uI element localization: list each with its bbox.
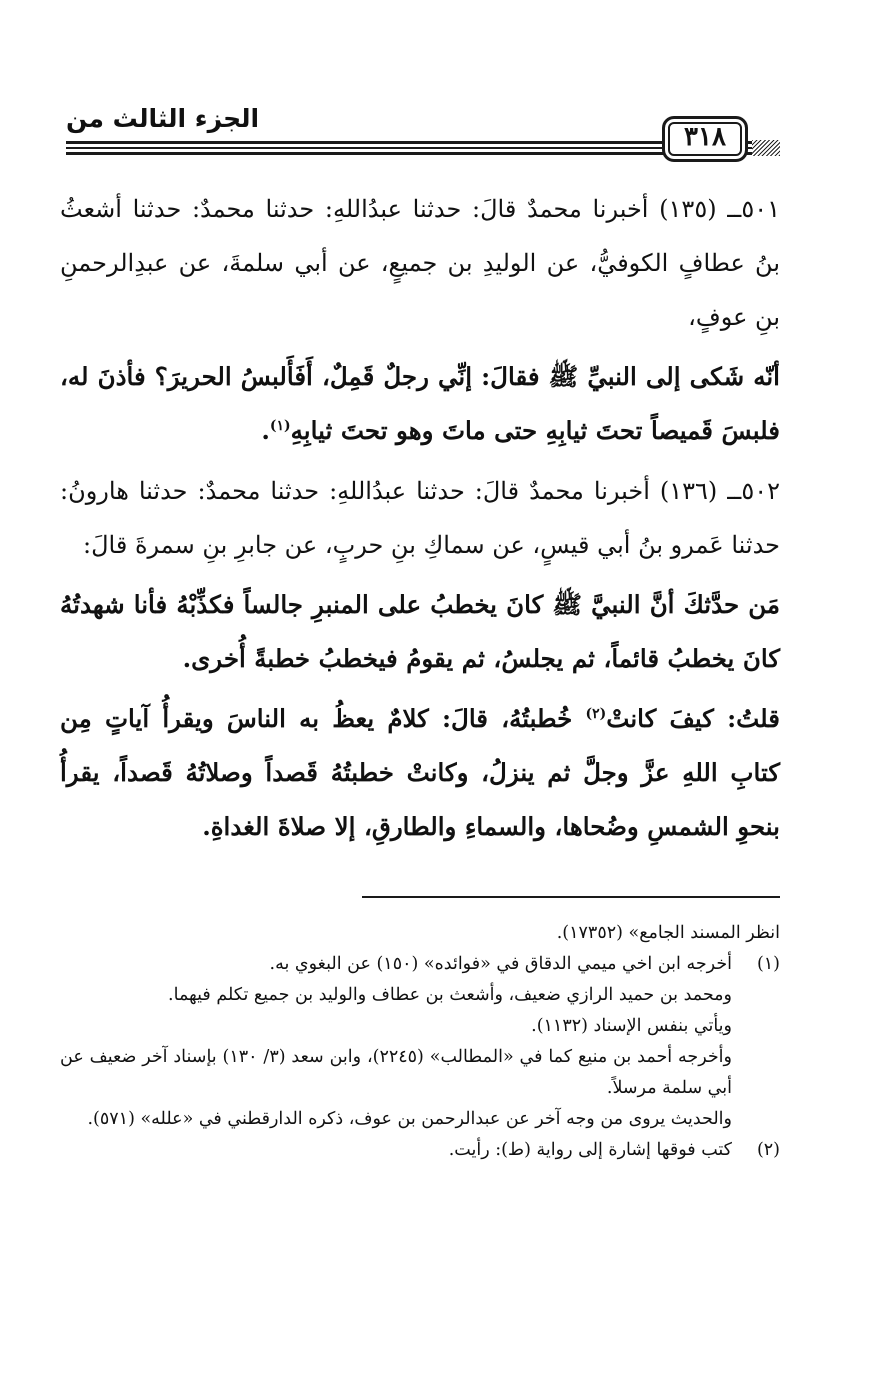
hadith-502-isnad (60, 464, 780, 572)
paragraph-text: ٥٠١ــ (١٣٥) أخبرنا محمدٌ قالَ: حدثنا عبدُاللهِ: حدثنا محمدٌ: حدثنا أشعثُ بنُ عطافٍ الكوفيُّ، عن الوليدِ بن جميعٍ، عن أبي سلمةَ، عن عبدِالرحمنِ بنِ عوفٍ، (60, 195, 780, 331)
hadith-502-continuation (60, 692, 780, 854)
hadith-501-matn (60, 350, 780, 458)
footnote-line: كتب فوقها إشارة إلى رواية (ط): رأيت. (448, 1140, 732, 1160)
footnote-separator (362, 896, 780, 898)
footnote-ref-1[interactable]: (١) (269, 417, 291, 434)
running-title: الجزء الثالث من (66, 104, 260, 133)
footnotes (60, 918, 780, 1166)
footnote-1 (60, 949, 780, 1135)
header-ornament (752, 140, 780, 156)
paragraph-end: . (261, 416, 270, 445)
hadith-501-isnad (60, 182, 780, 344)
page-number: ٣١٨ (684, 122, 726, 152)
footnote-number: (٢) (756, 1140, 780, 1160)
footnote-ref-2[interactable]: (٢) (585, 705, 607, 722)
footnote-body (60, 949, 732, 1135)
page-header (66, 100, 780, 170)
footnote-line: والحديث يروى من وجه آخر عن عبدالرحمن بن عوف، ذكره الدارقطني في «علله» (٥٧١). (87, 1109, 732, 1129)
footnote-intro: انظر المسند الجامع» (١٧٣٥٢). (556, 923, 780, 943)
hadith-502-matn (60, 578, 780, 686)
paragraph-text: أنّه شَكى إلى النبيِّ ﷺ فقالَ: إنِّي رجلٌ قَمِلٌ، أَفَأَلبسُ الحريرَ؟ فأذنَ له، فلبسَ قَميصاً تحتَ ثيابِهِ حتى ماتَ وهو تحتَ ثيابِهِ (60, 362, 780, 445)
paragraph-text: خُطبتُهُ، قالَ: كلامٌ يعظُ به الناسَ ويقرأُ آياتٍ مِن كتابِ اللهِ عزَّ وجلَّ ثم ينزلُ، وكانتْ خطبتُهُ قَصداً وصلاتُهُ قَصداً، يقرأُ بنحوِ الشمسِ وضُحاها، والسماءِ والطارقِ، إلا صلاةَ الغداةِ. (60, 704, 780, 841)
paragraph-start: قلتُ: كيفَ كانتْ (606, 704, 781, 733)
page-number-frame (662, 116, 748, 162)
footnote-line: ويأتي بنفس الإسناد (١١٣٢). (531, 1016, 732, 1036)
paragraph-text: ٥٠٢ــ (١٣٦) أخبرنا محمدٌ قالَ: حدثنا عبدُاللهِ: حدثنا محمدٌ: حدثنا هارونُ: حدثنا عَمرو بنُ أبي قيسٍ، عن سماكِ بنِ حربٍ، عن جابرِ بنِ سمرةَ قالَ: (60, 477, 780, 559)
footnote-2 (60, 1135, 780, 1166)
footnote-line: ومحمد بن حميد الرازي ضعيف، وأشعث بن عطاف والوليد بن جميع تكلم فيهما. (168, 985, 732, 1005)
footnote-line: أخرجه ابن اخي ميمي الدقاق في «فوائده» (١٥٠) عن البغوي به. (269, 954, 732, 974)
paragraph-text: مَن حدَّثكَ أنَّ النبيَّ ﷺ كانَ يخطبُ على المنبرِ جالساً فكذِّبْهُ فأنا شهدتُهُ كانَ يخطبُ قائماً، ثم يجلسُ، ثم يقومُ فيخطبُ خطبةً أُخرى. (60, 590, 780, 673)
footnote-body (60, 1135, 732, 1166)
footnote-number: (١) (756, 954, 780, 974)
footnote-line: وأخرجه أحمد بن منيع كما في «المطالب» (٢٢٤٥)، وابن سعد (٣/ ١٣٠) بإسناد آخر ضعيف عن أبي سلمة مرسلاً. (60, 1047, 732, 1098)
main-text (60, 182, 780, 860)
